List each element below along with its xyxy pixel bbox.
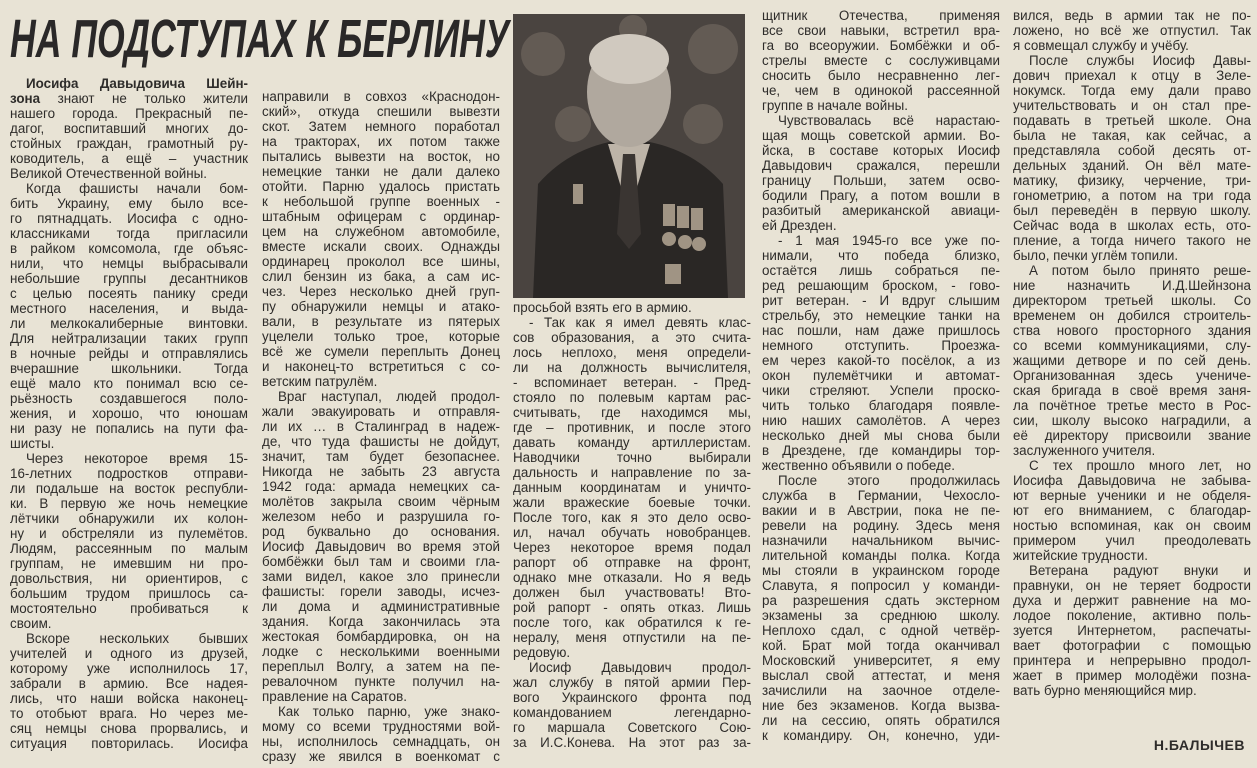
text-line: довольствия, ни ориентиров, с — [10, 571, 248, 586]
article-column-4 — [762, 8, 1000, 743]
text-line: ли на должность вычислителя, — [513, 360, 751, 375]
text-line: временем он добился строитель- — [1013, 308, 1251, 323]
text-line: цем на служебном автомобиле, — [262, 224, 500, 239]
paragraph — [1013, 458, 1251, 563]
text-line: на тракторах, их потом также — [262, 134, 500, 149]
text-line: Когда фашисты начали бом- — [26, 181, 248, 196]
text-line: вого Украинского фронта под — [513, 690, 751, 705]
text-line: немецкие танки не дали далеко — [262, 164, 500, 179]
text-line: Вскоре нескольких бывших — [26, 631, 248, 646]
text-line: нералу, меня отпустили на пе- — [513, 630, 751, 645]
text-line: йска, в составе которых Иосиф — [762, 143, 1000, 158]
text-line: - вспоминает ветеран. - Пред- — [513, 375, 751, 390]
text-line: со всеми коммуникациями, слу- — [1013, 338, 1251, 353]
text-line: местного населения, и выда- — [10, 301, 248, 316]
text-line: вать бурно меняющийся мир. — [1013, 683, 1197, 698]
lead-line — [10, 91, 248, 106]
text-line: ситуация повторилась. Иосифа — [10, 736, 248, 751]
text-line: зачислили на заочное отделе- — [762, 683, 1000, 698]
text-line: вали, в результате из пятерых — [262, 314, 500, 329]
lead-line: Иосифа Давыдовича Шейн- — [26, 76, 248, 91]
text-line: С тех прошло много лет, но — [1029, 458, 1251, 473]
text-line: Людям, рассеянным по малым — [10, 541, 248, 556]
text-line: забрали в армию. Все надея- — [10, 676, 248, 691]
text-line: зами видел, какое зло принесли — [262, 569, 500, 584]
text-line: ли дома и административные — [262, 599, 500, 614]
text-line: скот. Затем немного поработал — [262, 119, 500, 134]
text-line: Великой Отечественной войны. — [10, 166, 208, 181]
text-line: данным координатам и уничто- — [513, 480, 751, 495]
text-line: пытались вывезти на восток, но — [262, 149, 500, 164]
text-line: После того, как я это дело осво- — [513, 510, 751, 525]
text-line: правление на Саратов. — [262, 689, 407, 704]
paragraph — [262, 389, 500, 704]
text-line: ют верные ученики и не обделя- — [1013, 488, 1251, 503]
text-line: остаётся лишь собраться пе- — [762, 263, 1000, 278]
text-line: стояло по полевым картам рас- — [513, 390, 751, 405]
text-line: окон пулемётчики и автомат- — [762, 368, 1000, 383]
text-line: мы стояли в украинском городе — [762, 563, 1000, 578]
text-line: го маршала Советского Сою- — [513, 720, 751, 735]
text-line: просьбой взять его в армию. — [513, 300, 692, 315]
text-line: Давыдович сражался, перешли — [762, 158, 1000, 173]
text-line: дельных зданий. Он вёл мате- — [1013, 158, 1251, 173]
text-line: с целью посеять панику среди — [10, 286, 248, 301]
text-line: мостоятельно пробиваться к — [10, 601, 248, 616]
text-line: границу Польши, затем осво- — [762, 173, 1000, 188]
text-line: жал службу в пятой армии Пер- — [513, 675, 751, 690]
text-line: в Дрездене, где командиры тор- — [762, 443, 1000, 458]
text-line: ординарец проколол все шины, — [262, 254, 500, 269]
article-column-3 — [513, 300, 751, 750]
text-line: - Так как я имел девять клас- — [529, 315, 751, 330]
text-line: все свои навыки, встретил вра- — [762, 23, 1000, 38]
text-line: мому со всеми трудностями вой- — [262, 719, 500, 734]
text-line: нимали, что победа близко, — [762, 248, 1000, 263]
text-line: лодое поколение, активно поль- — [1013, 608, 1251, 623]
text-line: кой. Брат мой тогда оканчивал — [762, 638, 1000, 653]
author-signature: Н.БАЛЫЧЕВ — [1153, 737, 1245, 753]
text-line: лодке с несколькими военными — [262, 644, 500, 659]
text-line: в райком комсомола, где объяс- — [10, 241, 248, 256]
text-line: жащими детворе и по сей день. — [1013, 353, 1251, 368]
text-line: Для нейтрализации таких групп — [10, 331, 248, 346]
text-line: сяц немцы снова прорвались, и — [10, 721, 248, 736]
text-line: ветским патрулём. — [262, 374, 378, 389]
text-line: всё же сумели переплыть Донец — [262, 344, 500, 359]
text-line: сии, школу высоко наградили, а — [1013, 413, 1251, 428]
text-line: сразу же явился в военкомат с — [262, 749, 500, 764]
text-line: лётчики обнаружили их колон- — [10, 511, 248, 526]
text-line: то отобьют врага. Но через ме- — [10, 706, 248, 721]
text-line: рит ветеран. - И вдруг слышим — [762, 293, 1000, 308]
paragraph — [513, 315, 751, 660]
text-line: разбитый американской авиаци- — [762, 203, 1000, 218]
text-line: 16-летних подростков отправи- — [10, 466, 248, 481]
text-line: нили, что немцы выбрасывали — [10, 256, 248, 271]
text-line: ли подальше на восток республи- — [10, 481, 248, 496]
text-line: ревели на родину. Здесь меня — [762, 518, 1000, 533]
text-line: и наконец-то встретиться с со- — [262, 359, 500, 374]
text-line: жали эвакуировать и отправля- — [262, 404, 500, 419]
text-line: 1942 года: армада немецких са- — [262, 479, 500, 494]
text-line: рой рапорт - опять отказ. Лишь — [513, 600, 751, 615]
text-line: - 1 мая 1945-го все уже по- — [778, 233, 1000, 248]
text-line: бодили Прагу, а потом вошли в — [762, 188, 1000, 203]
paragraph — [513, 300, 751, 315]
text-line: ли их … в Сталинград в надеж- — [262, 419, 500, 434]
text-line: лительной команды полка. Когда — [762, 548, 1000, 563]
text-line: жестокая бомбардировка, он на — [262, 629, 500, 644]
text-line: вился, ведь в армии так не по- — [1013, 8, 1251, 23]
text-line: своим. — [10, 616, 52, 631]
veteran-photo — [513, 14, 745, 298]
text-line: ская бригада в своё время заня- — [1013, 383, 1251, 398]
paragraph — [513, 660, 751, 750]
text-line: командованием легендарно- — [513, 705, 751, 720]
text-line: ложено, но всё же отпустил. Так — [1013, 23, 1251, 38]
text-line: нас пошли, нам даже пришлось — [762, 323, 1000, 338]
text-line: здания. Когда закончилась эта — [262, 614, 500, 629]
text-line: давать команду артиллеристам. — [513, 435, 751, 450]
text-line: подавать в третьей школе. Она — [1013, 113, 1251, 128]
text-line: учителей и одного из друзей, — [10, 646, 248, 661]
paragraph — [1013, 53, 1251, 263]
text-line: де, что туда фашисты не дойдут, — [262, 434, 500, 449]
text-line: после того, как обратился к ге- — [513, 615, 751, 630]
text-line: бить Украину, ему было все- — [10, 196, 248, 211]
text-line: го пятнадцать. Иосифа с одно- — [10, 211, 248, 226]
text-line: чить только благодаря появле- — [762, 398, 1000, 413]
text-line: чез. Через несколько дней груп- — [262, 284, 500, 299]
text-line: значит, там будет безопаснее. — [262, 449, 500, 464]
text-line: представляла собой десять от- — [1013, 143, 1251, 158]
text-line: пление, а тогда ничего такого не — [1013, 233, 1251, 248]
text-line: сносить было несравненно лег- — [762, 68, 1000, 83]
text-line: ил, начал обучать новобранцев. — [513, 525, 751, 540]
text-line: экзамены за среднюю школу. — [762, 608, 1000, 623]
text-line: учительствовать и он стал пре- — [1013, 98, 1251, 113]
text-line: бомбёжки был там и своими гла- — [262, 554, 500, 569]
text-line: духа и держит равнение на мо- — [1013, 593, 1251, 608]
paragraph — [10, 631, 248, 751]
text-line: Сейчас вода в школах есть, ото- — [1013, 218, 1251, 233]
text-line: считывать, где находимся мы, — [513, 405, 751, 420]
text-line: слил бензин из бака, а сам ис- — [262, 269, 500, 284]
text-line: направили в совхоз «Краснодон- — [262, 89, 500, 104]
paragraph — [1013, 563, 1251, 698]
text-line: к небольшой группе военных - — [262, 194, 500, 209]
text-line: вакии и в Австрии, пока не пе- — [762, 503, 1000, 518]
text-line: нокумск. Тогда ему дали право — [1013, 83, 1251, 98]
text-line: житейские трудности. — [1013, 548, 1148, 563]
lead-name: зона — [10, 91, 41, 106]
text-line: че, чем в одинокой рассеянной — [762, 83, 1000, 98]
text-line: была не такая, как сейчас, а — [1013, 128, 1251, 143]
text-line: было, печки углём топили. — [1013, 248, 1179, 263]
text-line: Славута, я попросил у команди- — [762, 578, 1000, 593]
text-line: гонометрию, а потом на три года — [1013, 188, 1251, 203]
text-line: лись, что наши войска наконец- — [10, 691, 248, 706]
text-line: однако мне отказали. Но я ведь — [513, 570, 751, 585]
text-line: отойти. Парню удалось пристать — [262, 179, 500, 194]
text-line: классниками тогда пригласили — [10, 226, 248, 241]
text-line: пу обнаружили немцы и атако- — [262, 299, 500, 314]
text-line: Иосифа Давыдовича не забыва- — [1013, 473, 1251, 488]
text-line: Московский университет, я ему — [762, 653, 1000, 668]
lead-text: знают не только жители — [40, 91, 248, 106]
text-line: жает в пример молодёжи позна- — [1013, 668, 1251, 683]
text-line: рапорт об отправке на фронт, — [513, 555, 751, 570]
text-line: назначили начальником вычис- — [762, 533, 1000, 548]
text-line: После этого продолжилась — [778, 473, 1000, 488]
text-line: должен был участвовать! Вто- — [513, 585, 751, 600]
text-line: я совмещал службу и учёбу. — [1013, 38, 1189, 53]
paragraph — [10, 181, 248, 451]
text-line: ну и обстреляли из пулемётов. — [10, 526, 248, 541]
text-line: большим трудом пришлось са- — [10, 586, 248, 601]
text-line: щая мощь советской армии. Во- — [762, 128, 1000, 143]
text-line: молётов закрыла своим чёрным — [262, 494, 500, 509]
text-line: Как только парню, уже знако- — [278, 704, 500, 719]
text-line: Ветерана радуют внуки и — [1029, 563, 1251, 578]
text-line: выслал свой аттестат, и меня — [762, 668, 1000, 683]
text-line: в ночные рейды и отправлялись — [10, 346, 248, 361]
text-line: правнуки, он не теряет бодрости — [1013, 578, 1251, 593]
text-line: рьёзность создавшегося поло- — [10, 391, 248, 406]
text-line: несколько дней мы снова были — [762, 428, 1000, 443]
paragraph — [10, 106, 248, 181]
text-line: где – противник, и после этого — [513, 420, 751, 435]
text-line: Враг наступал, людей продол- — [278, 389, 500, 404]
text-line: А потом было принято реше- — [1029, 263, 1251, 278]
text-line: ства нового просторного здания — [1013, 323, 1251, 338]
text-line: га во всеоружии. Бомбёжки и об- — [762, 38, 1000, 53]
paragraph — [1013, 8, 1251, 53]
text-line: штабным офицерам с ординар- — [262, 209, 500, 224]
text-line: ние без экзаменов. Когда вызва- — [762, 698, 1000, 713]
text-line: лось неплохо, меня определи- — [513, 345, 751, 360]
paragraph — [762, 113, 1000, 233]
text-line: чики стреляют. Успели проско- — [762, 383, 1000, 398]
text-line: Никогда не забыть 23 августа — [262, 464, 500, 479]
paragraph — [10, 451, 248, 631]
text-line: Чувствовалась всё нарастаю- — [778, 113, 1000, 128]
text-line: нию наших самолётов. А через — [762, 413, 1000, 428]
text-line: ла почётное третье место в Рос- — [1013, 398, 1251, 413]
paragraph — [262, 704, 500, 764]
text-line: Иосиф Давыдович во время этой — [262, 539, 500, 554]
text-line: Организованная здесь учениче- — [1013, 368, 1251, 383]
article-title: НА ПОДСТУПАХ К БЕРЛИНУ — [10, 9, 510, 69]
article-column-5 — [1013, 8, 1251, 698]
paragraph — [762, 8, 1000, 113]
text-line: немного отступить. Проезжа- — [762, 338, 1000, 353]
text-line: фашисты: горели заводы, исчез- — [262, 584, 500, 599]
text-line: заслуженного учителя. — [1013, 443, 1156, 458]
text-line: принтера и непрерывно продол- — [1013, 653, 1251, 668]
text-line: нашего города. Прекрасный пе- — [10, 106, 248, 121]
text-line: жественно объявили о победе. — [762, 458, 956, 473]
text-line: ред решающим броском, - гово- — [762, 278, 1000, 293]
text-line: ностью вспоминая, как он своим — [1013, 518, 1251, 533]
text-line: директором третьей школы. Со — [1013, 293, 1251, 308]
paragraph — [262, 89, 500, 389]
text-line: ние назначить И.Д.Шейнзона — [1013, 278, 1251, 293]
article-column-2 — [262, 89, 500, 764]
text-line: примером учил преодолевать — [1013, 533, 1251, 548]
text-line: После службы Иосиф Давы- — [1029, 53, 1251, 68]
text-line: ни разу не попались на пути фа- — [10, 421, 248, 436]
text-line: ли на сессию, опять обратился — [762, 713, 1000, 728]
text-line: щитник Отечества, применяя — [762, 8, 1000, 23]
text-line: ют его вниманием, с благодар- — [1013, 503, 1251, 518]
article-column-1 — [10, 76, 248, 751]
text-line: ны, исполнилось семнадцать, он — [262, 734, 500, 749]
text-line: небольшие группы десантников — [10, 271, 248, 286]
text-line: Наводчики точно выбирали — [513, 450, 751, 465]
text-line: ем через какой-то посёлок, а из — [762, 353, 1000, 368]
text-line: которому уже исполнилось 17, — [10, 661, 248, 676]
text-line: за И.С.Конева. На этот раз за- — [513, 735, 751, 750]
text-line: вместе искали своих. Однажды — [262, 239, 500, 254]
text-line: стрельбу, это немецкие танки на — [762, 308, 1000, 323]
text-line: был переведён в первую школу. — [1013, 203, 1251, 218]
text-line: ревалочном пункте получил на- — [262, 674, 500, 689]
text-line: её директору присвоили звание — [1013, 428, 1251, 443]
text-line: уцелели только трое, которые — [262, 329, 500, 344]
text-line: Иосиф Давыдович продол- — [529, 660, 751, 675]
text-line: редовую. — [513, 645, 571, 660]
paragraph — [1013, 263, 1251, 458]
text-line: ский», откуда спешили вывезти — [262, 104, 500, 119]
text-line: жали вражеские боевые точки. — [513, 495, 751, 510]
text-line: стойных граждан, грамотный ру- — [10, 136, 248, 151]
text-line: Через некоторое время подал — [513, 540, 751, 555]
text-line: ли мелкокалиберные винтовки. — [10, 316, 248, 331]
text-line: сов образования, а это счита- — [513, 330, 751, 345]
text-line: вчерашние школьники. Тогда — [10, 361, 248, 376]
text-line: переплыл Волгу, а затем на пе- — [262, 659, 500, 674]
text-line: Неплохо сдал, с одной четвёр- — [762, 623, 1000, 638]
text-line: матику, физику, черчение, три- — [1013, 173, 1251, 188]
paragraph — [762, 473, 1000, 743]
text-line: служба в Германии, Чехосло- — [762, 488, 1000, 503]
text-line: группе в начале войны. — [762, 98, 908, 113]
text-line: дальность и направление по за- — [513, 465, 751, 480]
text-line: железом небо и разрушила го- — [262, 509, 500, 524]
text-line: Через некоторое время 15- — [26, 451, 248, 466]
text-line: ещё мало кто понимал всю се- — [10, 376, 248, 391]
text-line: вает фотографии с помощью — [1013, 638, 1251, 653]
text-line: ей Дрезден. — [762, 218, 837, 233]
text-line: зуется Интернетом, распечаты- — [1013, 623, 1251, 638]
text-line: дович приехал к отцу в Зеле- — [1013, 68, 1251, 83]
text-line: стрелы вместе с сослуживцами — [762, 53, 1000, 68]
text-line: ководитель, а ещё – участник — [10, 151, 248, 166]
paragraph — [762, 233, 1000, 473]
text-line: род буквально до основания. — [262, 524, 500, 539]
text-line: к командиру. Он, конечно, уди- — [762, 728, 1000, 743]
text-line: жения, и хорошо, что юношам — [10, 406, 248, 421]
text-line: шисты. — [10, 436, 55, 451]
text-line: группам, не имевшим ни про- — [10, 556, 248, 571]
text-line: дагог, воспитавший многих до- — [10, 121, 248, 136]
text-line: ки. В первую же ночь немецкие — [10, 496, 248, 511]
text-line: ра разрешения сдать экстерном — [762, 593, 1000, 608]
